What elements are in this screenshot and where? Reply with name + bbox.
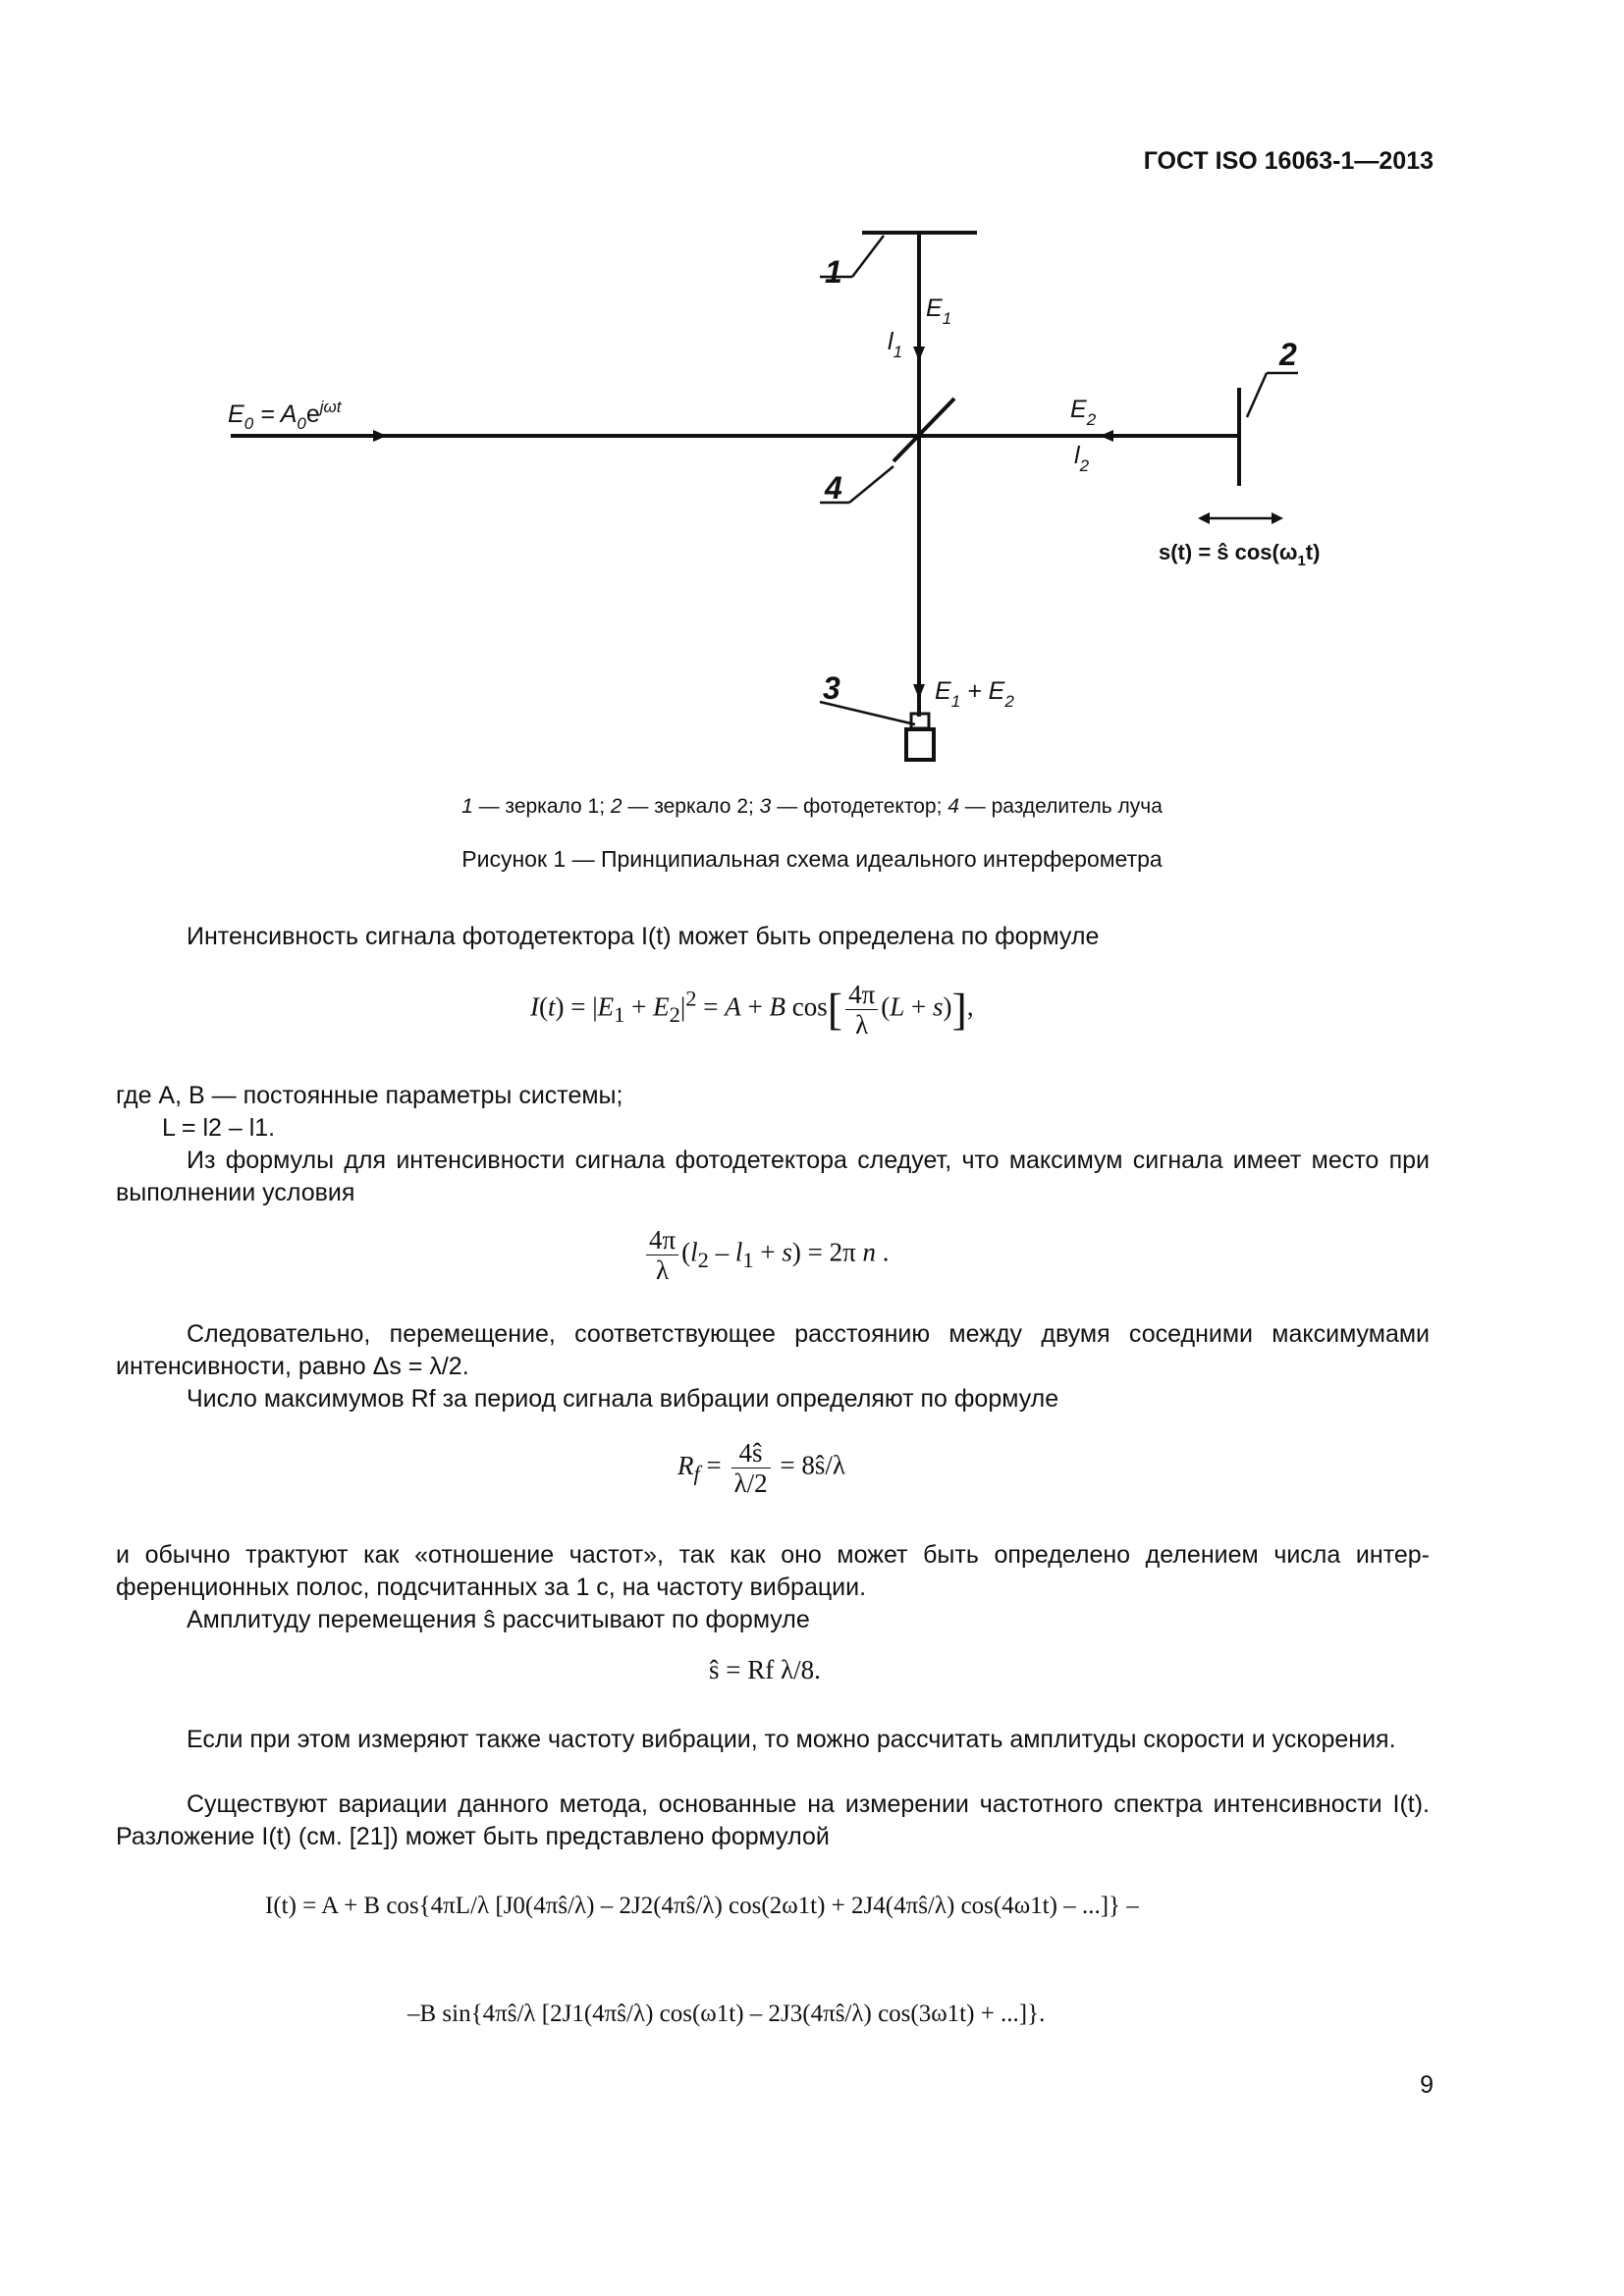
label-l1: $l_1$ bbox=[888, 328, 903, 361]
document-header: ГОСТ ISO 16063-1—2013 bbox=[1143, 147, 1434, 175]
paragraph-10: Существуют вариации данного метода, основанные на измерении частотного спектра интенсивности I(t). Разложение I(t) (см. [21]) может быть представлено формулой bbox=[116, 1790, 1430, 1850]
mirror-2-number: 2 bbox=[1279, 337, 1297, 372]
paragraph-3: L = l2 – l1. bbox=[162, 1114, 276, 1142]
photodetector-body bbox=[906, 729, 934, 760]
beam-splitter bbox=[893, 399, 954, 461]
interferometer-diagram bbox=[206, 206, 1384, 795]
paragraph-8: Амплитуду перемещения ŝ рассчитывают по формуле bbox=[187, 1606, 810, 1633]
label-l2: $l_2$ bbox=[1074, 442, 1090, 475]
formula-amplitude: ŝ = Rf λ/8. bbox=[709, 1655, 821, 1684]
paragraph-4: Из формулы для интенсивности сигнала фотодетектора следует, что максимум сигнала имеет место при выполнении условия bbox=[116, 1147, 1430, 1206]
paragraph-2: где A, B — постоянные параметры системы; bbox=[116, 1082, 623, 1109]
label-e1: $E_1$ bbox=[926, 294, 952, 328]
page-number: 9 bbox=[1420, 2071, 1434, 2099]
formula-expansion-line-2: –B sin{4πŝ/λ [2J1(4πŝ/λ) cos(ω1t) – 2J3(4πŝ/λ) cos(3ω1t) + ...]}. bbox=[407, 2001, 1046, 2027]
paragraph-7: и обычно трактуют как «отношение частот», так как оно может быть определено делением числа интерференционных полос, подсчитанных за 1 с, на частоту вибрации. bbox=[116, 1541, 1430, 1601]
paragraph-9: Если при этом измеряют также частоту вибрации, то можно рассчитать амплитуды скорости и ускорения. bbox=[187, 1726, 1396, 1753]
mirror-1-number: 1 bbox=[825, 254, 842, 290]
formula-rf: $R_f$ = $\frac{4ŝ}{\lambda/2}$ = 8ŝ/λ bbox=[677, 1438, 845, 1498]
figure-caption: Рисунок 1 — Принципиальная схема идеального интерферометра bbox=[461, 846, 1163, 872]
splitter-number: 4 bbox=[825, 470, 842, 506]
paragraph-1: Интенсивность сигнала фотодетектора I(t) может быть определена по формуле bbox=[187, 923, 1100, 950]
label-e0: $E_0 = A_0e^{j\omega t}$ bbox=[228, 398, 342, 433]
leader-mirror-2 bbox=[1247, 373, 1267, 417]
label-sum: $E_1 + E_2$ bbox=[935, 677, 1014, 711]
paragraph-6: Число максимумов Rf за период сигнала вибрации определяют по формуле bbox=[187, 1385, 1059, 1413]
formula-condition: $\frac{4\pi}{\lambda}$ $(l_2 - l_1 + s) = 2\pi$ n . bbox=[643, 1225, 1036, 1285]
formula-intensity: $I(t) = |E_1 + E_2|^2 = A + B$ cos[ $\frac{4\pi}{\lambda}$ (L + s)], bbox=[530, 980, 974, 1040]
label-displacement: s(t) = ŝ $\cos(\omega_1t)$ bbox=[1159, 540, 1321, 569]
paragraph-5: Следовательно, перемещение, соответствующее расстоянию между двумя соседними максимумами интенсивности, равно Δs = λ/2. bbox=[116, 1320, 1430, 1380]
detector-number: 3 bbox=[823, 670, 840, 706]
label-e2: $E_2$ bbox=[1070, 396, 1097, 429]
figure-legend: 1 — зеркало 1; 2 — зеркало 2; 3 — фотодетектор; 4 — разделитель луча bbox=[461, 795, 1163, 818]
formula-expansion-line-1: I(t) = A + B cos{4πL/λ [J0(4πŝ/λ) – 2J2(4πŝ/λ) cos(2ω1t) + 2J4(4πŝ/λ) cos(4ω1t) – ...]} – bbox=[265, 1893, 1139, 1919]
